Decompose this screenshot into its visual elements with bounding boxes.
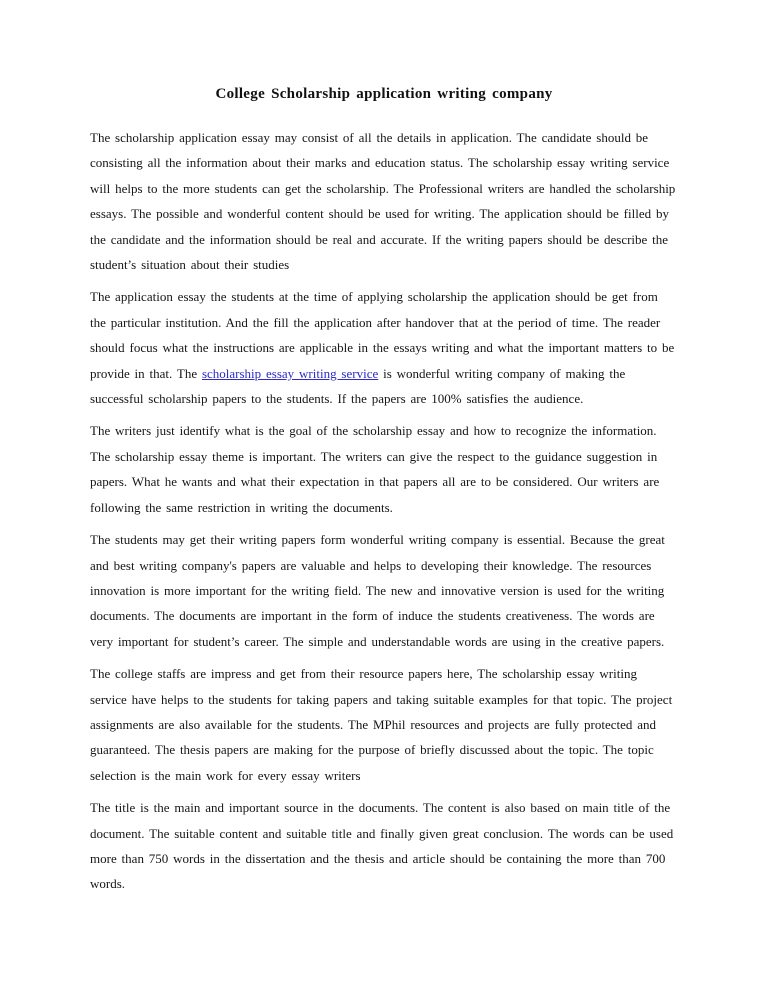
paragraph-2-text-before-link: The application essay the students at the time of applying scholarship the application should be get from the particular institution. And the fill the application after handover that at the period of time. The reader should focus what the instructions are applicable in the essays writing and what the important matters to be provide in that. The bbox=[90, 289, 675, 381]
page-title: College Scholarship application writing company bbox=[215, 86, 553, 102]
paragraph-6: The title is the main and important source in the documents. The content is also based on main title of the document. The suitable content and suitable title and finally given great conclusion. The words can be used more than 750 words in the dissertation and the thesis and article should be containing the more than 700 words. bbox=[90, 800, 674, 892]
paragraph-4: The students may get their writing papers form wonderful writing company is essential. Because the great and best writing company's papers are valuable and helps to developing their knowledge. The resources innovation is more important for the writing field. The new and innovative version is used for the writing documents. The documents are important in the form of induce the students creativeness. The words are very important for student’s career. The simple and understandable words are using in the creative papers. bbox=[90, 532, 665, 649]
scholarship-essay-writing-service-link[interactable]: scholarship essay writing service bbox=[201, 365, 379, 381]
paragraph-2 bbox=[90, 284, 678, 411]
paragraph-1: The scholarship application essay may consist of all the details in application. The candidate should be consisting all the information about their marks and education status. The scholarship essay writing service will helps to the more students can get the scholarship. The Professional writers are handled the scholarship essays. The possible and wonderful content should be used for writing. The application should be filled by the candidate and the information should be real and accurate. If the writing papers should be describe the student’s situation about their studies bbox=[90, 130, 676, 273]
paragraph-2-text-after-link: is wonderful writing company of making the successful scholarship papers to the students. If the papers are 100% satisfies the audience. bbox=[90, 365, 626, 407]
paragraph-5: The college staffs are impress and get from their resource papers here, The scholarship essay writing service have helps to the students for taking papers and taking suitable examples for that topic. The project assignments are also available for the students. The MPhil resources and projects are fully protected and guaranteed. The thesis papers are making for the purpose of briefly discussed about the topic. The topic selection is the main work for every essay writers bbox=[90, 666, 673, 783]
paragraph-3: The writers just identify what is the goal of the scholarship essay and how to recognize the information. The scholarship essay theme is important. The writers can give the respect to the guidance suggestion in papers. What he wants and what their expectation in that papers all are to be considered. Our writers are following the same restriction in writing the documents. bbox=[90, 423, 660, 515]
